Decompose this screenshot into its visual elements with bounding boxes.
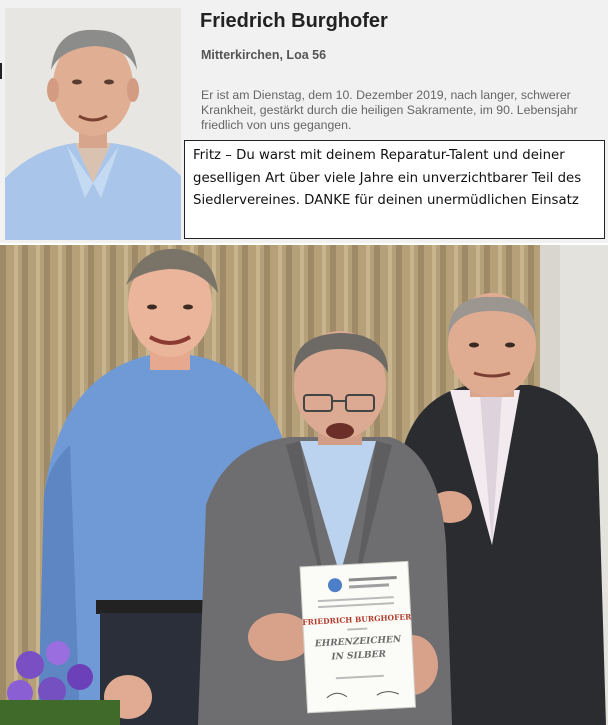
obituary-text: Er ist am Dienstag, dem 10. Dezember 2019, nach langer, schwerer Krankheit, gestärkt durch die heiligen Sakramente, im 90. Lebensjahr friedlich von uns gegangen. xyxy=(201,88,578,132)
certificate-award-line2: IN SILBER xyxy=(331,649,387,663)
group-photo xyxy=(0,245,608,725)
certificate-recipient: FRIEDRICH BURGHOFER xyxy=(302,612,412,627)
edge-marker xyxy=(0,63,2,79)
obituary-header xyxy=(0,0,608,243)
tribute-box xyxy=(184,140,605,239)
person-name: Friedrich Burghofer xyxy=(200,10,388,32)
tribute-text: Fritz – Du warst mit deinem Reparatur-Talent und deiner geselligen Art über viele Jahre ein unverzichtbarer Teil des Siedlervereines. DANKE für deinen unermüdlichen Einsatz xyxy=(193,148,582,208)
certificate-award-line1: EHRENZEICHEN xyxy=(314,634,402,650)
portrait-photo xyxy=(5,8,181,240)
person-location: Mitterkirchen, Loa 56 xyxy=(201,48,327,62)
